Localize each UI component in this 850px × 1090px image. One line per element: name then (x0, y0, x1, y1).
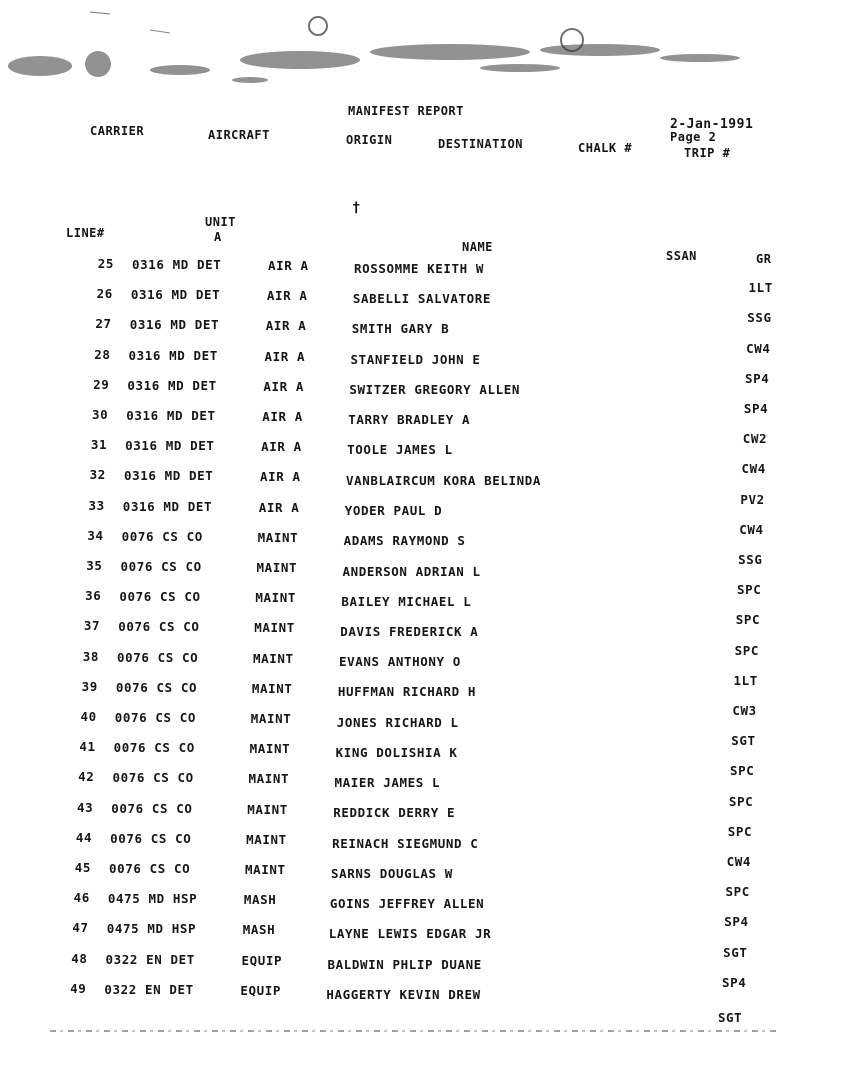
ssan-header: SSAN (666, 249, 697, 263)
line-number: 25 (97, 256, 114, 271)
table-row (0, 612, 850, 642)
line-number: 40 (80, 709, 97, 724)
grade-cell: CW4 (746, 340, 771, 356)
name-cell: VANBLAIRCUM KORA BELINDA (345, 472, 541, 488)
grade-cell: CW4 (726, 854, 751, 869)
name-cell: SABELLI SALVATORE (352, 291, 491, 307)
stray-mark: † (352, 200, 361, 216)
table-row (0, 256, 850, 280)
table-row (0, 370, 850, 401)
section-cell: AIR A (266, 288, 308, 304)
name-cell: TOOLE JAMES L (347, 442, 453, 458)
grade-cell: CW3 (732, 703, 757, 718)
line-number: 30 (91, 407, 109, 422)
grade-cell: CW4 (741, 461, 766, 477)
line-number: 27 (95, 316, 112, 332)
table-row (0, 521, 850, 552)
unit-cell: 0076 CS CO (109, 861, 191, 876)
name-cell: GOINS JEFFREY ALLEN (329, 896, 485, 912)
line-number: 42 (78, 769, 95, 785)
section-cell: EQUIP (241, 952, 283, 968)
line-number: 44 (75, 829, 93, 845)
grade-cell: SGT (731, 733, 756, 749)
table-row (0, 461, 850, 491)
report-date: 2-Jan-1991 (670, 117, 754, 132)
line-number: 37 (83, 618, 101, 634)
grade-cell: SPC (730, 763, 755, 779)
table-row (0, 582, 850, 612)
report-title: MANIFEST REPORT (348, 104, 464, 118)
line-number: 28 (94, 346, 111, 362)
section-cell: MAINT (245, 862, 286, 877)
table-row (0, 944, 850, 975)
unit-cell: 0076 CS CO (113, 740, 195, 756)
grade-cell: SPC (736, 582, 762, 598)
line-number: 45 (74, 860, 91, 875)
table-row (0, 793, 850, 824)
table-row (0, 763, 850, 793)
unit-cell: 0316 MD DET (132, 257, 222, 272)
name-cell: LAYNE LEWIS EDGAR JR (328, 926, 492, 942)
table-row (0, 733, 850, 763)
chalk-label: CHALK # (578, 141, 633, 155)
unit-cell: 0076 CS CO (120, 559, 202, 574)
section-cell: MASH (243, 892, 277, 908)
grade-cell: 1LT (733, 672, 758, 688)
line-header: LINE# (66, 226, 105, 240)
line-number: 35 (86, 558, 103, 573)
line-number: 49 (70, 980, 87, 996)
name-cell: EVANS ANTHONY O (339, 654, 461, 670)
page-number: Page 2 (670, 130, 717, 144)
section-cell: AIR A (263, 378, 305, 394)
table-row (0, 672, 850, 703)
section-cell: AIR A (261, 439, 302, 455)
section-cell: AIR A (258, 499, 300, 515)
table-row (0, 431, 850, 461)
line-number: 33 (88, 497, 105, 513)
line-number: 47 (72, 920, 89, 936)
grade-cell: SPC (727, 823, 753, 839)
name-cell: REINACH SIEGMUND C (332, 835, 479, 851)
unit-cell: 0076 CS CO (114, 710, 197, 725)
scan-noise-svg (0, 0, 850, 110)
unit-cell: 0316 MD DET (126, 408, 216, 423)
grade-cell: SPC (725, 884, 750, 900)
grade-cell: SPC (734, 642, 760, 658)
section-cell: MAINT (254, 620, 295, 636)
section-cell: MAINT (248, 771, 290, 787)
name-cell: HUFFMAN RICHARD H (337, 684, 477, 700)
line-number: 39 (81, 678, 98, 694)
unit-cell: 0076 CS CO (115, 679, 198, 695)
unit-cell: 0316 MD DET (123, 468, 214, 484)
name-header: NAME (462, 240, 493, 254)
table-row (0, 974, 850, 1005)
line-number: 36 (85, 588, 102, 604)
grade-cell: SPC (735, 612, 761, 628)
name-cell: KING DOLISHIA K (335, 744, 458, 760)
table-row (0, 340, 850, 371)
line-number: 43 (77, 799, 94, 815)
line-number: 29 (93, 376, 110, 392)
table-row (0, 884, 850, 914)
unit-cell: 0076 CS CO (119, 589, 201, 605)
section-cell: MAINT (253, 650, 294, 666)
unit-cell: 0076 CS CO (121, 528, 203, 544)
table-row (0, 552, 850, 582)
unit-cell: 0316 MD DET (125, 438, 215, 454)
unit-cell: 0322 EN DET (105, 951, 195, 967)
table-row (0, 642, 850, 673)
unit-cell: 0322 EN DET (104, 981, 194, 997)
trailing-grade: SGT (718, 1010, 743, 1025)
table-row (0, 491, 850, 522)
name-cell: SMITH GARY B (351, 321, 450, 337)
table-row (0, 914, 850, 944)
grade-cell: SSG (738, 552, 763, 567)
name-cell: ADAMS RAYMOND S (343, 533, 466, 549)
unit-cell: 0475 MD HSP (106, 921, 197, 937)
carrier-label: CARRIER (90, 124, 145, 138)
unit-cell: 0076 CS CO (118, 619, 200, 635)
table-row (0, 823, 850, 854)
name-cell: ROSSOMME KEITH W (354, 261, 485, 276)
section-cell: AIR A (264, 348, 306, 364)
destination-label: DESTINATION (438, 137, 523, 151)
unit-cell: 0316 MD DET (129, 317, 220, 333)
name-cell: BAILEY MICHAEL L (341, 593, 472, 609)
grade-cell: SPC (728, 793, 754, 809)
scan-bottom-line (50, 1030, 780, 1032)
section-cell: MASH (242, 922, 276, 938)
line-number: 41 (79, 739, 96, 755)
name-cell: JONES RICHARD L (336, 714, 459, 730)
grade-cell: CW4 (739, 521, 764, 537)
line-number: 31 (90, 437, 108, 453)
section-cell: MAINT (249, 741, 291, 757)
section-cell: AIR A (265, 318, 307, 334)
name-cell: MAIER JAMES L (334, 775, 441, 791)
name-cell: REDDICK DERRY E (333, 805, 456, 821)
unit-cell: 0316 MD DET (127, 377, 217, 393)
table-row (0, 703, 850, 733)
grade-cell: SP4 (743, 401, 769, 416)
unit-cell: 0316 MD DET (130, 287, 221, 303)
grade-cell: SGT (723, 944, 748, 960)
line-number: 32 (89, 467, 106, 483)
trip-label: TRIP # (684, 146, 731, 160)
name-cell: DAVIS FREDERICK A (340, 623, 479, 639)
grade-cell: CW2 (742, 431, 768, 447)
name-cell: STANFIELD JOHN E (350, 351, 481, 367)
gr-header: GR (756, 252, 772, 266)
table-row (0, 854, 850, 884)
line-number: 46 (73, 890, 90, 906)
unit-cell: 0475 MD HSP (107, 891, 198, 907)
section-cell: MAINT (251, 680, 293, 696)
line-number: 48 (71, 950, 88, 966)
unit-cell: 0316 MD DET (122, 498, 213, 514)
line-number: 26 (96, 286, 113, 302)
section-cell: MAINT (255, 590, 296, 606)
section-cell: MAINT (246, 831, 287, 847)
name-cell: SWITZER GREGORY ALLEN (349, 381, 521, 397)
aircraft-label: AIRCRAFT (208, 128, 270, 142)
scan-noise (0, 0, 850, 110)
name-cell: TARRY BRADLEY A (348, 412, 471, 428)
name-cell: ANDERSON ADRIAN L (342, 563, 481, 579)
grade-cell: PV2 (740, 491, 765, 507)
grade-cell: SP4 (745, 370, 770, 386)
unit-cell: 0076 CS CO (112, 770, 194, 786)
table-row (0, 401, 850, 431)
grade-cell: SP4 (722, 974, 747, 990)
section-cell: MAINT (256, 560, 298, 575)
unit-header: UNIT (205, 215, 236, 229)
line-number: 38 (82, 648, 100, 664)
name-cell: HAGGERTY KEVIN DREW (326, 986, 481, 1002)
grade-cell: 1LT (748, 280, 773, 296)
table-row (0, 310, 850, 340)
section-cell: AIR A (262, 409, 303, 424)
section-cell: MAINT (250, 711, 292, 726)
origin-label: ORIGIN (346, 133, 393, 147)
unit-sub-header: A (214, 230, 222, 244)
section-cell: MAINT (257, 529, 299, 545)
unit-cell: 0076 CS CO (117, 649, 199, 665)
section-cell: MAINT (247, 801, 288, 817)
name-cell: YODER PAUL D (344, 502, 443, 518)
section-cell: EQUIP (240, 982, 282, 998)
section-cell: AIR A (268, 258, 309, 273)
section-cell: AIR A (259, 469, 301, 485)
table-row (0, 280, 850, 310)
unit-cell: 0076 CS CO (111, 800, 193, 816)
unit-cell: 0076 CS CO (110, 830, 192, 846)
unit-cell: 0316 MD DET (128, 347, 218, 363)
grade-cell: SP4 (724, 914, 749, 930)
name-cell: BALDWIN PHLIP DUANE (327, 956, 482, 972)
name-cell: SARNS DOUGLAS W (331, 866, 453, 881)
grade-cell: SSG (747, 310, 772, 326)
line-number: 34 (87, 527, 104, 543)
